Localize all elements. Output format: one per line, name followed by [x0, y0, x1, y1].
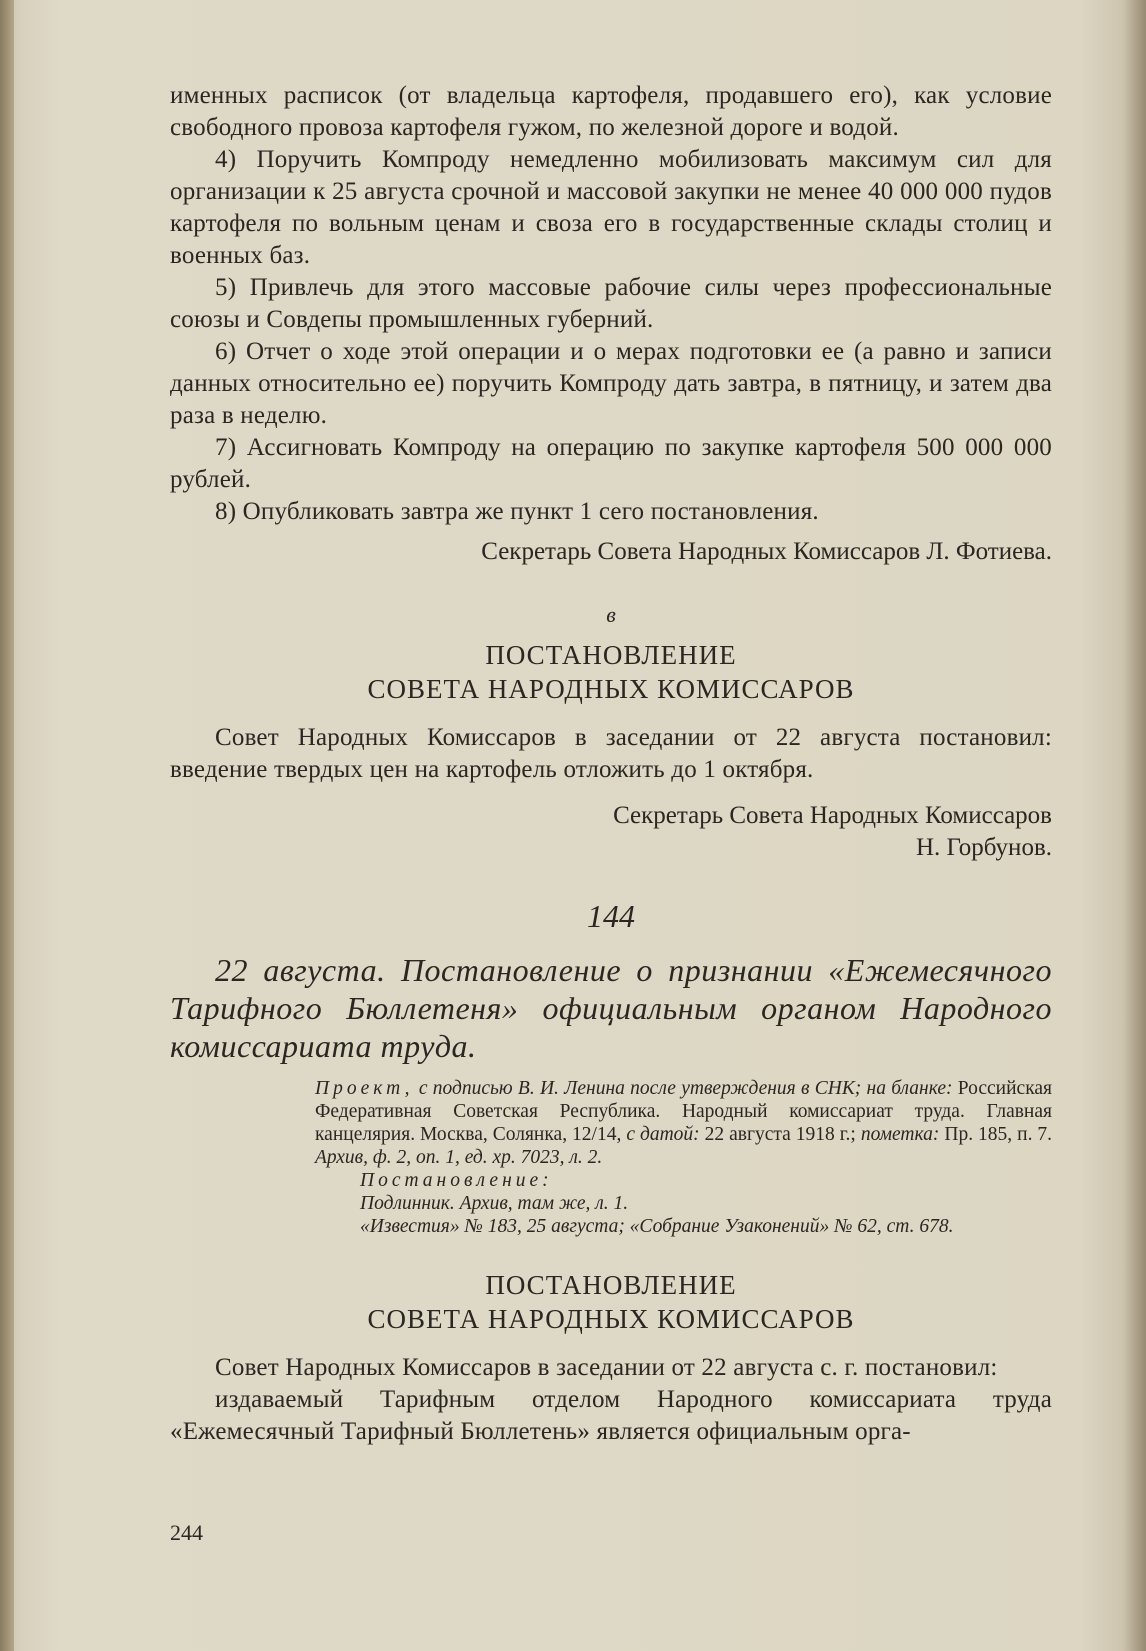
paragraph-item-6: 6) Отчет о ходе этой операции и о мерах подготовки ее (а равно и записи данных относительно ее) поручить Компроду дать завтра, в пятницу, и затем два раза в неделю. — [170, 338, 1052, 429]
note-blank-text: Российская Федеративная Советская Республика. Народный комиссариат труда. Главная канцелярия. Москва, Солянка, 12/14, — [315, 1078, 1053, 1145]
book-spine-shadow — [0, 0, 14, 1651]
note-project-label: Проект, — [315, 1078, 414, 1099]
decree2-paragraph-1: Совет Народных Комиссаров в заседании от 22 августа с. г. постановил: — [215, 1354, 998, 1381]
note-decree-label: Постановление: — [360, 1170, 553, 1191]
note-archive-ref: Архив, ф. 2, оп. 1, ед. хр. 7023, л. 2. — [315, 1147, 603, 1168]
decree2-paragraph-2: издаваемый Тарифным отделом Народного комиссариата труда «Ежемесячный Тарифный Бюллетень» является официальным орга- — [170, 1386, 1052, 1445]
document-title: 22 августа. Постановление о признании «Ежемесячного Тарифного Бюллетеня» официальным органом Народного комиссариата труда. — [170, 952, 1052, 1064]
note-mark-text: Пр. 185, п. 7. — [944, 1124, 1053, 1145]
note-mark-label: пометка: — [860, 1124, 940, 1145]
paragraph-continuation: именных расписок (от владельца картофеля, продавшего его), как условие свободного провоза картофеля гужом, по железной дороге и водой. — [170, 82, 1052, 141]
note-date-label: с датой: — [626, 1124, 700, 1145]
paragraph-item-7: 7) Ассигновать Компроду на операцию по закупке картофеля 500 000 000 рублей. — [170, 434, 1052, 493]
page-edge-shadow — [1124, 0, 1146, 1651]
note-project-desc: с подписью В. И. Ленина после утверждения в СНК; на бланке: — [418, 1078, 953, 1099]
page-number: 244 — [170, 1520, 203, 1545]
decree-heading-line2: СОВЕТА НАРОДНЫХ КОМИССАРОВ — [367, 674, 855, 704]
note-publication-ref: «Известия» № 183, 25 августа; «Собрание Узаконений» № 62, ст. 678. — [360, 1216, 954, 1237]
note-original-ref: Подлинник. Архив, там же, л. 1. — [360, 1193, 629, 1214]
decree2-heading-line1: ПОСТАНОВЛЕНИЕ — [485, 1270, 737, 1300]
document-number: 144 — [587, 898, 635, 934]
signature-gorbunov-title: Секретарь Совета Народных Комиссаров — [613, 802, 1052, 829]
section-letter: в — [606, 602, 616, 627]
signature-fotieva: Секретарь Совета Народных Комиссаров Л. Фотиева. — [481, 538, 1052, 565]
paragraph-item-8: 8) Опубликовать завтра же пункт 1 сего постановления. — [215, 498, 819, 525]
decree2-heading-line2: СОВЕТА НАРОДНЫХ КОМИССАРОВ — [367, 1304, 855, 1334]
paragraph-item-5: 5) Привлечь для этого массовые рабочие силы через профессиональные союзы и Совдепы промышленных губерний. — [170, 274, 1052, 333]
note-date-text: 22 августа 1918 г.; — [704, 1124, 856, 1145]
paragraph-item-4: 4) Поручить Компроду немедленно мобилизовать максимум сил для организации к 25 августа срочной и массовой закупки не менее 40 000 000 пудов картофеля по вольным ценам и своза его в государственные склады столиц и военных баз. — [170, 146, 1052, 269]
archival-note — [315, 1077, 1052, 1238]
decree-heading-line1: ПОСТАНОВЛЕНИЕ — [485, 640, 737, 670]
page-content — [170, 80, 1052, 1448]
decree-b-text: Совет Народных Комиссаров в заседании от 22 августа постановил: введение твердых цен на картофель отложить до 1 октября. — [170, 724, 1052, 783]
signature-gorbunov-name: Н. Горбунов. — [915, 834, 1052, 861]
